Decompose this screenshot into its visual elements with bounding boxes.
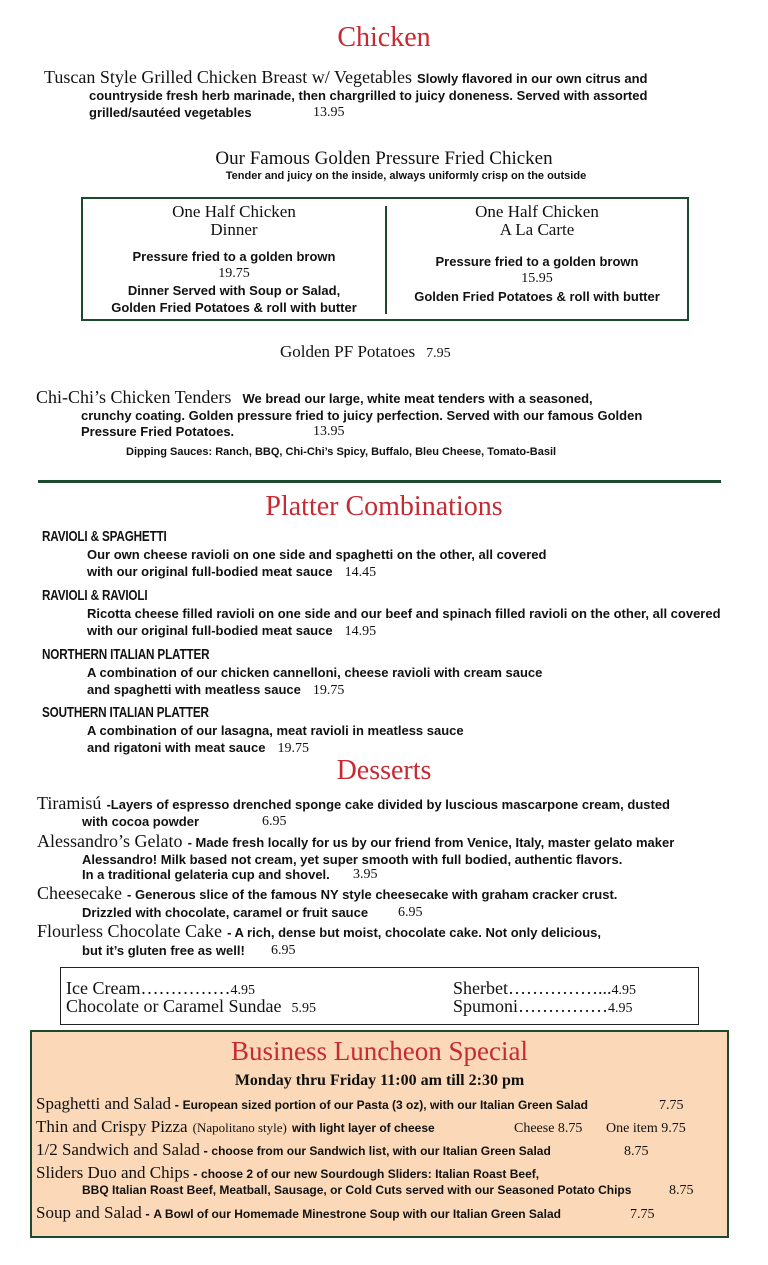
luncheon-hours: Monday thru Friday 11:00 am till 2:30 pm (234, 1072, 525, 1089)
item-name: Alessandro’s Gelato (37, 831, 183, 851)
item-name: Sherbet……………... (453, 978, 612, 998)
item-desc: and spaghetti with meatless sauce (87, 682, 301, 697)
option-desc: Pressure fried to a golden brown (132, 249, 336, 264)
separator: - (189, 1166, 202, 1181)
item-price: 8.75 (669, 1183, 694, 1198)
menu-item-potatoes (280, 343, 451, 362)
item-name: Flourless Chocolate Cake (37, 921, 222, 941)
item-name: SOUTHERN ITALIAN PLATTER (42, 704, 209, 721)
item-price: 5.95 (291, 1001, 316, 1016)
item-price: 7.95 (426, 346, 451, 361)
item-price: Cheese 8.75 (514, 1121, 583, 1136)
item-price: 4.95 (230, 983, 255, 998)
item-desc: grilled/sautéed vegetables (89, 105, 252, 120)
item-name: Cheesecake (37, 883, 122, 903)
item-name: Tiramisú (37, 793, 102, 813)
dessert-item (37, 885, 617, 903)
item-name: Chi-Chi’s Chicken Tenders (36, 387, 232, 407)
item-desc: We bread our large, white meat tenders with a seasoned, (242, 391, 593, 406)
option-note: Golden Fried Potatoes & roll with butter (111, 300, 357, 315)
item-desc: A combination of our lasagna, meat ravioli in meatless sauce (87, 723, 464, 738)
half-chicken-box (81, 197, 689, 321)
option-title: One Half Chicken (172, 202, 296, 221)
item-desc: A Bowl of our Homemade Minestrone Soup with our Italian Green Salad (153, 1207, 561, 1221)
dessert-item (37, 795, 670, 813)
item-name: Ice Cream…………… (66, 978, 231, 998)
luncheon-heading: Business Luncheon Special (231, 1036, 528, 1066)
item-name: Spumoni…………… (453, 996, 609, 1016)
item-style: (Napolitano style) (192, 1120, 287, 1135)
item-desc: and rigatoni with meat sauce (87, 740, 266, 755)
item-desc: with light layer of cheese (291, 1121, 435, 1135)
option-price: 19.75 (218, 266, 250, 281)
half-chicken-dinner (83, 203, 385, 316)
item-price: 6.95 (398, 905, 423, 920)
item-desc: with our original full-bodied meat sauce (87, 564, 333, 579)
separator: - (171, 1097, 183, 1112)
item-desc: -Layers of espresso drenched sponge cake divided by luscious mascarpone cream, dusted (106, 797, 670, 812)
item-name: RAVIOLI & SPAGHETTI (42, 528, 167, 545)
item-desc: BBQ Italian Roast Beef, Meatball, Sausage, or Cold Cuts served with our Seasoned Potato Chips (82, 1183, 632, 1197)
famous-chicken-title: Our Famous Golden Pressure Fried Chicken (215, 148, 553, 169)
item-desc: with our original full-bodied meat sauce (87, 623, 333, 638)
platter-item (42, 528, 202, 546)
item-desc: Alessandro! Milk based not cream, yet super smooth with full bodied, authentic flavors. (82, 852, 623, 867)
item-price: 14.45 (344, 565, 377, 580)
platter-item (42, 704, 256, 722)
item-desc: Ricotta cheese filled ravioli on one side and our beef and spinach filled ravioli on the other, all covered (87, 606, 721, 621)
item-desc: - Generous slice of the famous NY style cheesecake with graham cracker crust. (127, 887, 618, 902)
item-price: 13.95 (313, 424, 345, 439)
item-desc: with cocoa powder (82, 814, 200, 829)
option-title: A La Carte (499, 220, 575, 239)
dipping-sauces: Dipping Sauces: Ranch, BBQ, Chi-Chi’s Spicy, Buffalo, Bleu Cheese, Tomato-Basil (126, 446, 557, 458)
option-note: Dinner Served with Soup or Salad, (127, 283, 341, 298)
famous-chicken-subtitle: Tender and juicy on the inside, always uniformly crisp on the outside (225, 170, 587, 182)
item-name: Golden PF Potatoes (280, 342, 416, 361)
dessert-item (37, 923, 601, 941)
item-price: 3.95 (353, 867, 378, 882)
option-price: 15.95 (521, 271, 553, 286)
platter-item (42, 646, 257, 664)
platters-heading: Platter Combinations (265, 491, 503, 522)
half-chicken-a-la-carte (387, 203, 687, 305)
chicken-heading: Chicken (337, 22, 431, 53)
item-price: 6.95 (262, 814, 287, 829)
item-price: 14.95 (344, 624, 377, 639)
item-desc: - Made fresh locally for us by our friend from Venice, Italy, master gelato maker (187, 835, 675, 850)
item-price: 6.95 (271, 943, 296, 958)
item-desc: A combination of our chicken cannelloni, cheese ravioli with cream sauce (87, 665, 543, 680)
item-price: 4.95 (611, 983, 636, 998)
menu-item-tuscan-chicken (44, 69, 647, 87)
item-desc: European sized portion of our Pasta (3 oz), with our Italian Green Salad (182, 1098, 588, 1112)
item-price: 8.75 (624, 1144, 649, 1159)
item-desc: choose 2 of our new Sourdough Sliders: Italian Roast Beef, (201, 1167, 540, 1181)
option-title: One Half Chicken (475, 202, 599, 221)
item-desc: Drizzled with chocolate, caramel or fruit sauce (82, 905, 369, 920)
item-name: 1/2 Sandwich and Salad (36, 1140, 200, 1159)
item-name: NORTHERN ITALIAN PLATTER (42, 646, 210, 663)
item-name: Chocolate or Caramel Sundae (66, 996, 282, 1016)
luncheon-item (36, 1204, 561, 1223)
ice-cream-box (60, 967, 699, 1025)
luncheon-panel (30, 1030, 729, 1238)
option-title: Dinner (210, 220, 258, 239)
luncheon-item-sliders (36, 1164, 539, 1183)
item-price: 4.95 (608, 1001, 633, 1016)
item-name: RAVIOLI & RAVIOLI (42, 587, 148, 604)
menu-item-chicken-tenders (36, 389, 593, 407)
item-desc: In a traditional gelateria cup and shovel. (82, 867, 330, 882)
item-price: 7.75 (659, 1098, 684, 1113)
item-price: 7.75 (630, 1207, 655, 1222)
section-divider (38, 480, 721, 483)
item-desc: Slowly flavored in our own citrus and (417, 71, 648, 86)
item-desc: countryside fresh herb marinade, then chargrilled to juicy doneness. Served with assorted (89, 88, 648, 103)
item-price: 19.75 (277, 741, 309, 756)
separator: - (141, 1206, 154, 1221)
item-desc: choose from our Sandwich list, with our Italian Green Salad (211, 1144, 551, 1158)
item-price: One item 9.75 (606, 1121, 686, 1136)
item-desc: Our own cheese ravioli on one side and spaghetti on the other, all covered (87, 547, 547, 562)
item-name: Tuscan Style Grilled Chicken Breast w/ Vegetables (44, 67, 412, 87)
luncheon-item-pizza (36, 1118, 435, 1137)
item-name: Sliders Duo and Chips (36, 1163, 190, 1182)
platter-item (42, 587, 177, 605)
option-desc: Pressure fried to a golden brown (435, 254, 639, 269)
luncheon-item (36, 1095, 588, 1114)
option-note: Golden Fried Potatoes & roll with butter (414, 289, 660, 304)
item-price: 13.95 (313, 105, 345, 120)
item-desc: but it’s gluten free as well! (82, 943, 245, 958)
item-desc: - A rich, dense but moist, chocolate cake. Not only delicious, (227, 925, 602, 940)
separator: - (199, 1143, 212, 1158)
item-price: 19.75 (312, 683, 345, 698)
dessert-item (37, 833, 674, 851)
item-name: Soup and Salad (36, 1203, 142, 1222)
item-name: Spaghetti and Salad (36, 1094, 172, 1113)
item-name: Thin and Crispy Pizza (36, 1117, 188, 1136)
item-desc: Pressure Fried Potatoes. (81, 424, 235, 439)
item-desc: crunchy coating. Golden pressure fried to juicy perfection. Served with our famous Golden (81, 408, 643, 423)
desserts-heading: Desserts (336, 755, 432, 786)
luncheon-item (36, 1141, 551, 1160)
